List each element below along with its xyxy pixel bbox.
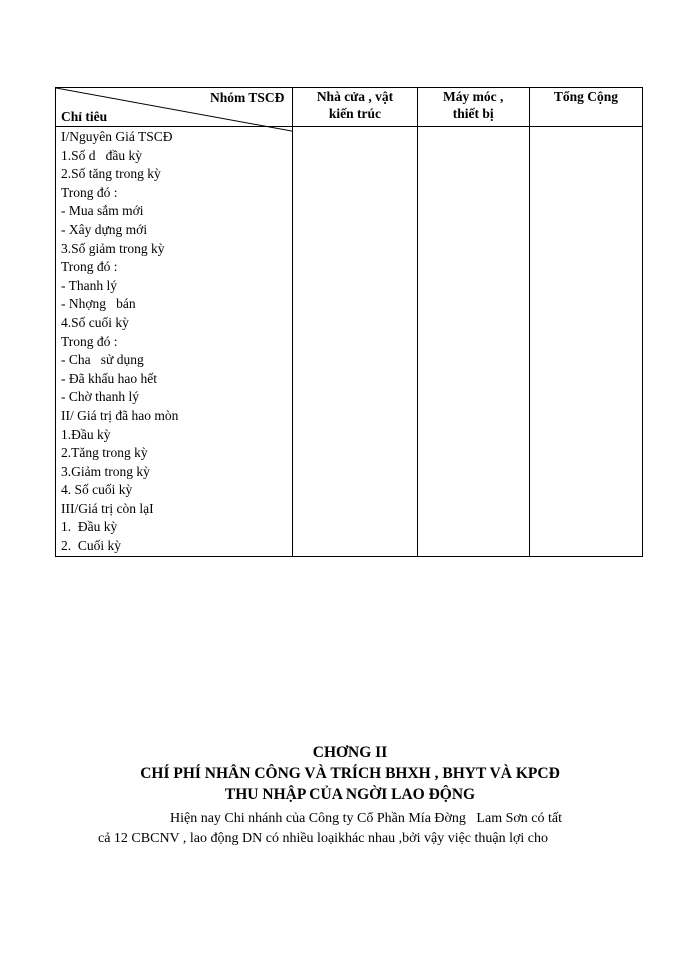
buildings-value-cell (293, 127, 417, 557)
table-header-row (56, 88, 643, 127)
table-row-label: Trong đó : (61, 333, 118, 349)
row-labels-cell (56, 127, 293, 557)
table-body-row (56, 127, 643, 557)
chapter-subtitle: THU NHẬP CỦA NGỜI LAO ĐỘNG (224, 786, 476, 803)
table-row-label: 1.Số d đầu kỳ (61, 147, 142, 163)
chapter-title: CHÍ PHÍ NHÂN CÔNG VÀ TRÍCH BHXH , BHYT VÀ KPCĐ (140, 765, 560, 782)
table-row-label: 1. Đầu kỳ (61, 519, 118, 535)
column-header-buildings: Nhà cửa , vật kiến trúc (293, 88, 417, 127)
paragraph-line-2: cả 12 CBCNV , lao động DN có nhiều loạikhác nhau ,bởi vậy việc thuận lợi cho (98, 831, 549, 846)
table-row-label: 2. Cuối kỳ (61, 538, 122, 554)
table-row-label: II/ Giá trị đã hao mòn (61, 407, 179, 423)
table-row-label: 3.Giảm trong kỳ (61, 463, 150, 479)
table-row-label: 2.Số tăng trong kỳ (61, 166, 161, 182)
table-row-label: - Cha sử dụng (61, 352, 144, 368)
column-header-machinery: Máy móc , thiết bị (417, 88, 529, 127)
table-row-label: - Nhợng bán (61, 296, 136, 312)
paragraph-line-1: Hiện nay Chi nhánh của Công ty Cổ Phần Mía Đờng Lam Sơn có tất (170, 811, 562, 826)
table-row-label: 4. Số cuối kỳ (61, 482, 133, 498)
table-row-label: - Mua sắm mới (61, 203, 144, 219)
table-row-label: 3.Số giảm trong kỳ (61, 240, 165, 256)
table-row-label: - Đã khấu hao hết (61, 370, 157, 386)
table-row-label: 1.Đầu kỳ (61, 426, 111, 442)
corner-top-label: Nhóm TSCĐ (209, 90, 285, 105)
table-row-label: - Thanh lý (61, 277, 117, 293)
chapter-number: CHƠNG II (312, 744, 388, 761)
table-row-label: III/Giá trị còn lạI (61, 500, 154, 516)
corner-bottom-label: Chỉ tiêu (61, 109, 108, 124)
column-header-total: Tổng Cộng (529, 88, 642, 127)
row-label-list (56, 127, 292, 556)
table-row-label: Trong đó : (61, 184, 118, 200)
fixed-asset-table (55, 87, 643, 557)
machinery-value-cell (417, 127, 529, 557)
table-row-label: I/Nguyên Giá TSCĐ (61, 129, 173, 144)
total-value-cell (529, 127, 642, 557)
table-row-label: Trong đó : (61, 259, 118, 275)
table-row-label: 2.Tăng trong kỳ (61, 445, 148, 461)
table-row-label: - Xây dựng mới (61, 221, 148, 237)
table-row-label: - Chờ thanh lý (61, 389, 140, 405)
table-row-label: 4.Số cuối kỳ (61, 314, 129, 330)
corner-header-cell (56, 88, 293, 127)
